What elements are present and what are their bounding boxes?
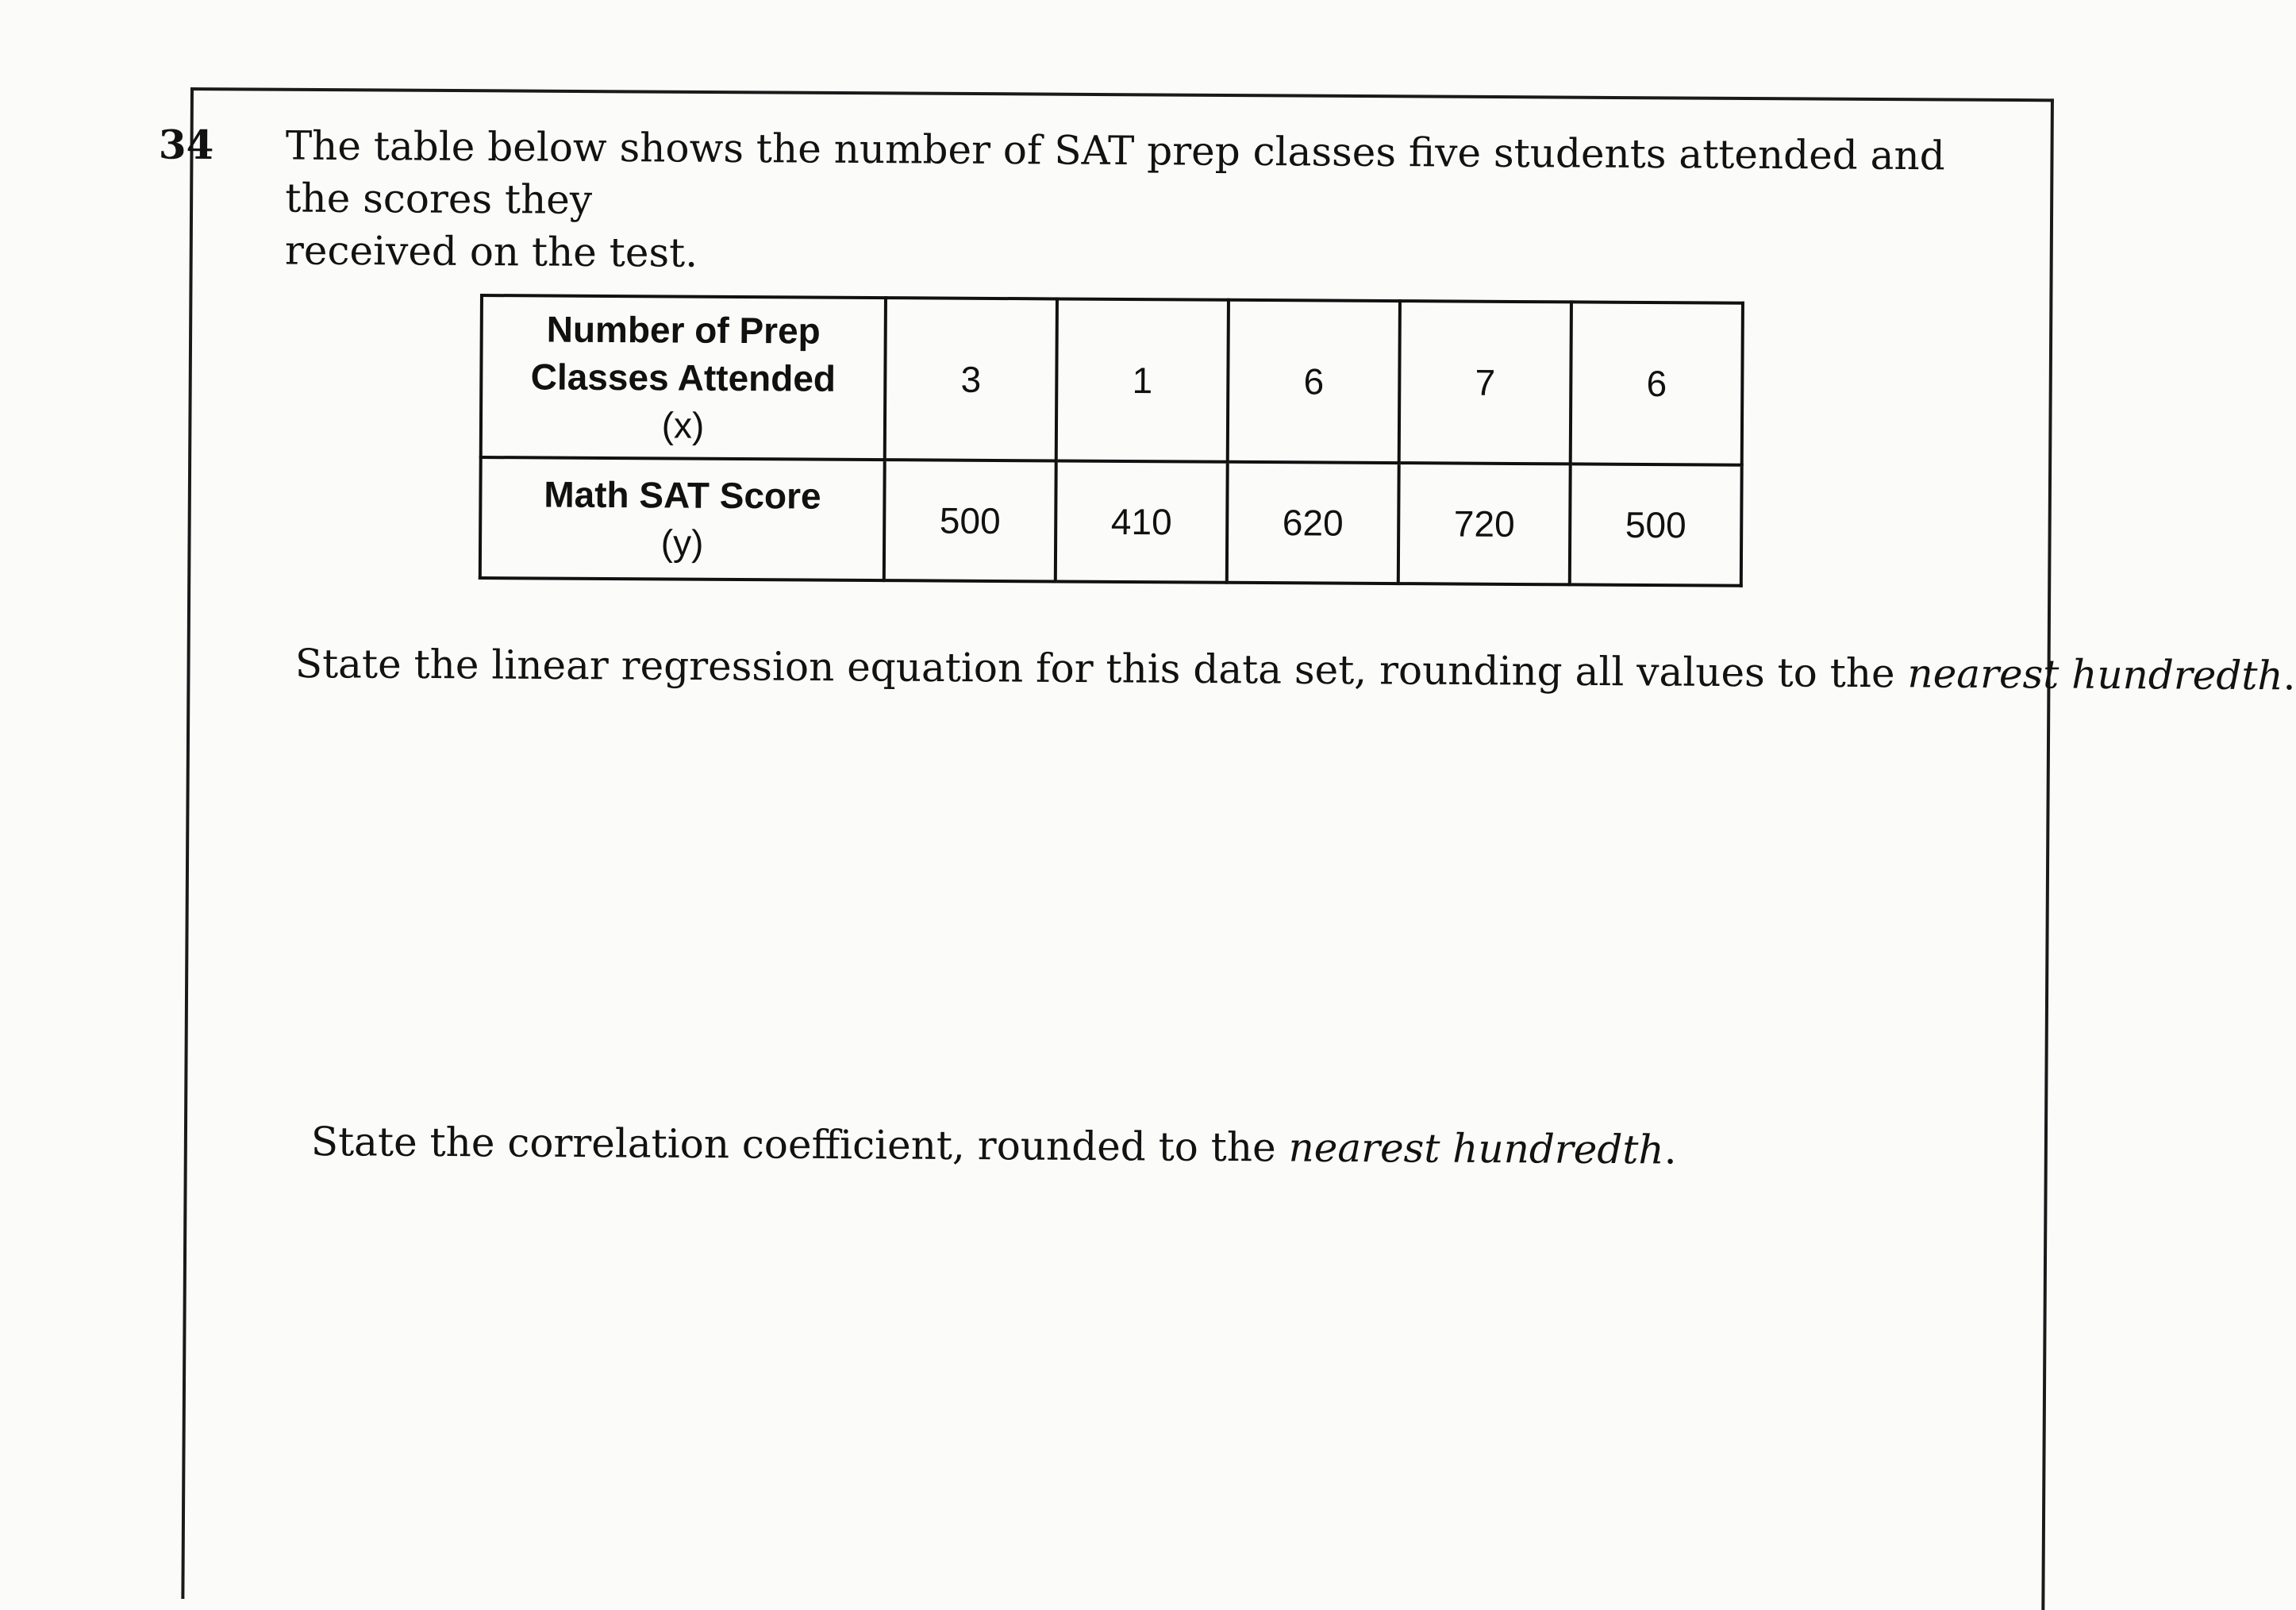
row-y-header xyxy=(480,457,885,580)
row-x-header-line-3: (x) xyxy=(661,404,705,446)
table-cell-y: 410 xyxy=(1056,460,1228,582)
table-cell-y: 620 xyxy=(1227,462,1399,584)
table-row-x xyxy=(481,295,1743,465)
question-text-line-2: received on the test. xyxy=(284,227,698,276)
table-cell-x: 1 xyxy=(1056,299,1229,461)
regression-prompt: State the linear regression equation for this data set, rounding all values to the nearest hundredth. xyxy=(294,641,2296,699)
row-x-header xyxy=(481,295,886,460)
question-number: 34 xyxy=(158,121,214,168)
regression-emphasis: nearest hundredth xyxy=(1907,650,2283,699)
row-x-header-line-2: Classes Attended xyxy=(530,356,836,399)
question-stem xyxy=(158,119,2016,287)
table-cell-y: 720 xyxy=(1398,463,1571,584)
question-text-line-1: 34 The table below shows the number of SAT prep classes five students attended and the scores they xyxy=(221,119,2016,235)
table-cell-x: 7 xyxy=(1399,301,1571,464)
table-cell-x: 6 xyxy=(1228,300,1400,463)
table-cell-y: 500 xyxy=(1570,464,1742,585)
row-y-header-line-1: Math SAT Score xyxy=(544,473,821,517)
data-table xyxy=(479,294,1744,587)
correlation-emphasis: nearest hundredth xyxy=(1288,1124,1664,1173)
table-cell-x: 3 xyxy=(885,298,1057,460)
row-x-header-line-1: Number of Prep xyxy=(546,308,821,352)
table-cell-y: 500 xyxy=(884,460,1056,581)
data-table-wrapper xyxy=(479,294,1744,587)
row-y-header-line-2: (y) xyxy=(660,522,704,564)
table-cell-x: 6 xyxy=(1571,302,1743,464)
correlation-prompt: State the correlation coefficient, rounded to the nearest hundredth. xyxy=(310,1119,1677,1173)
table-row-y xyxy=(480,457,1742,586)
